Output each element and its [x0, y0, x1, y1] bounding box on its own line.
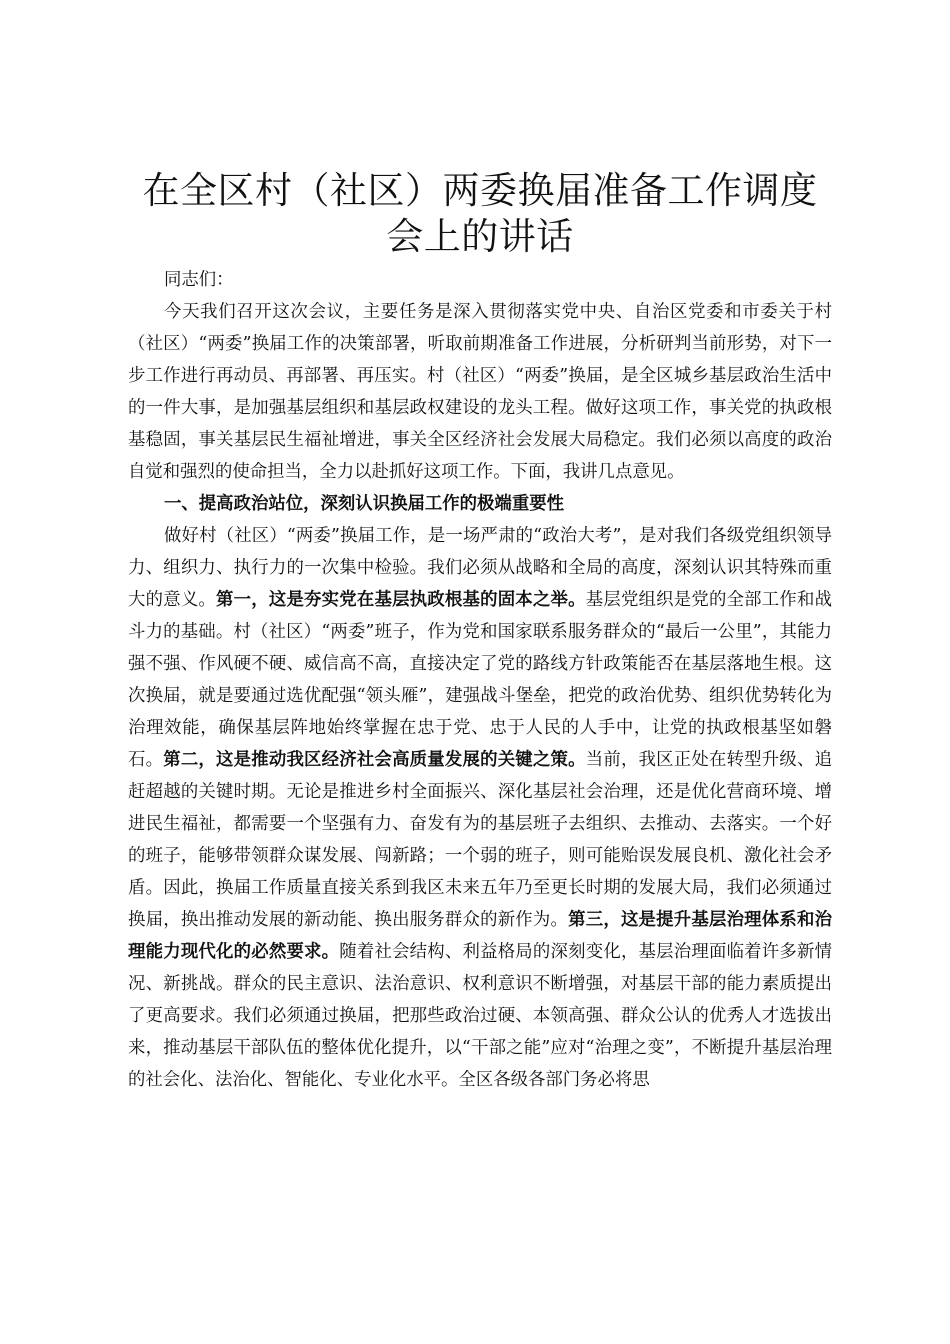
point-1-heading: 第一，这是夯实党在基层执政根基的固本之举。	[216, 590, 586, 610]
section-1-heading: 一、提高政治站位，深刻认识换届工作的极端重要性	[164, 494, 564, 514]
document-page	[128, 168, 832, 1096]
section-1-text-e: 当前，我区正处在转型升级、追赶超越的关键时期。无论是推进乡村全面振兴、深化基层社会治理，还是优化营商环境、增进民生福祉，都需要一个坚强有力、奋发有为的基层班子去组织、去推动、去落实。一个好的班子，能够带领群众谋发展、闯新路；一个弱的班子，则可能贻误发展良机、激化社会矛盾。因此，换届工作质量直接关系到我区未来五年乃至更长时期的发展大局，我们必须通过换届，换出推动发展的新动能、换出服务群众的新作为。	[128, 750, 832, 930]
document-title: 在全区村（社区）两委换届准备工作调度会上的讲话	[142, 169, 818, 258]
section-1-text-g: 随着社会结构、利益格局的深刻变化，基层治理面临着许多新情况、新挑战。群众的民主意识、法治意识、权利意识不断增强，对基层干部的能力素质提出了更高要求。我们必须通过换届，把那些政治过硬、本领高强、群众公认的优秀人才选拔出来，推动基层干部队伍的整体优化提升，以“干部之能”应对“治理之变”，不断提升基层治理的社会化、法治化、智能化、专业化水平。全区各级各部门务必将思	[128, 942, 832, 1090]
point-3-heading: 第三，这是提升基层治理体系和治理能力现代化的必然要求。	[128, 910, 832, 962]
point-2-heading: 第二，这是推动我区经济社会高质量发展的关键之策。	[163, 750, 586, 770]
section-1-text-a: 做好村（社区）“两委”换届工作，是一场严肃的“政治大考”，是对我们各级党组织领导力、组织力、执行力的一次集中检验。我们必须从战略和全局的高度，深刻认识其特殊而重大的意义。	[128, 526, 832, 610]
section-1-paragraph	[128, 520, 832, 1096]
greeting: 同志们：	[164, 270, 234, 290]
section-1-text-c: 基层党组织是党的全部工作和战斗力的基础。村（社区）“两委”班子，作为党和国家联系服务群众的“最后一公里”，其能力强不强、作风硬不硬、威信高不高，直接决定了党的路线方针政策能否在基层落地生根。这次换届，就是要通过选优配强“领头雁”，建强战斗堡垒，把党的政治优势、组织优势转化为治理效能，确保基层阵地始终掌握在忠于党、忠于人民的人手中，让党的执政根基坚如磐石。	[128, 590, 832, 770]
intro-paragraph: 今天我们召开这次会议，主要任务是深入贯彻落实党中央、自治区党委和市委关于村（社区）“两委”换届工作的决策部署，听取前期准备工作进展，分析研判当前形势，对下一步工作进行再动员、再部署、再压实。村（社区）“两委”换届，是全区城乡基层政治生活中的一件大事，是加强基层组织和基层政权建设的龙头工程。做好这项工作，事关党的执政根基稳固，事关基层民生福祉增进，事关全区经济社会发展大局稳定。我们必须以高度的政治自觉和强烈的使命担当，全力以赴抓好这项工作。下面，我讲几点意见。	[128, 302, 832, 482]
